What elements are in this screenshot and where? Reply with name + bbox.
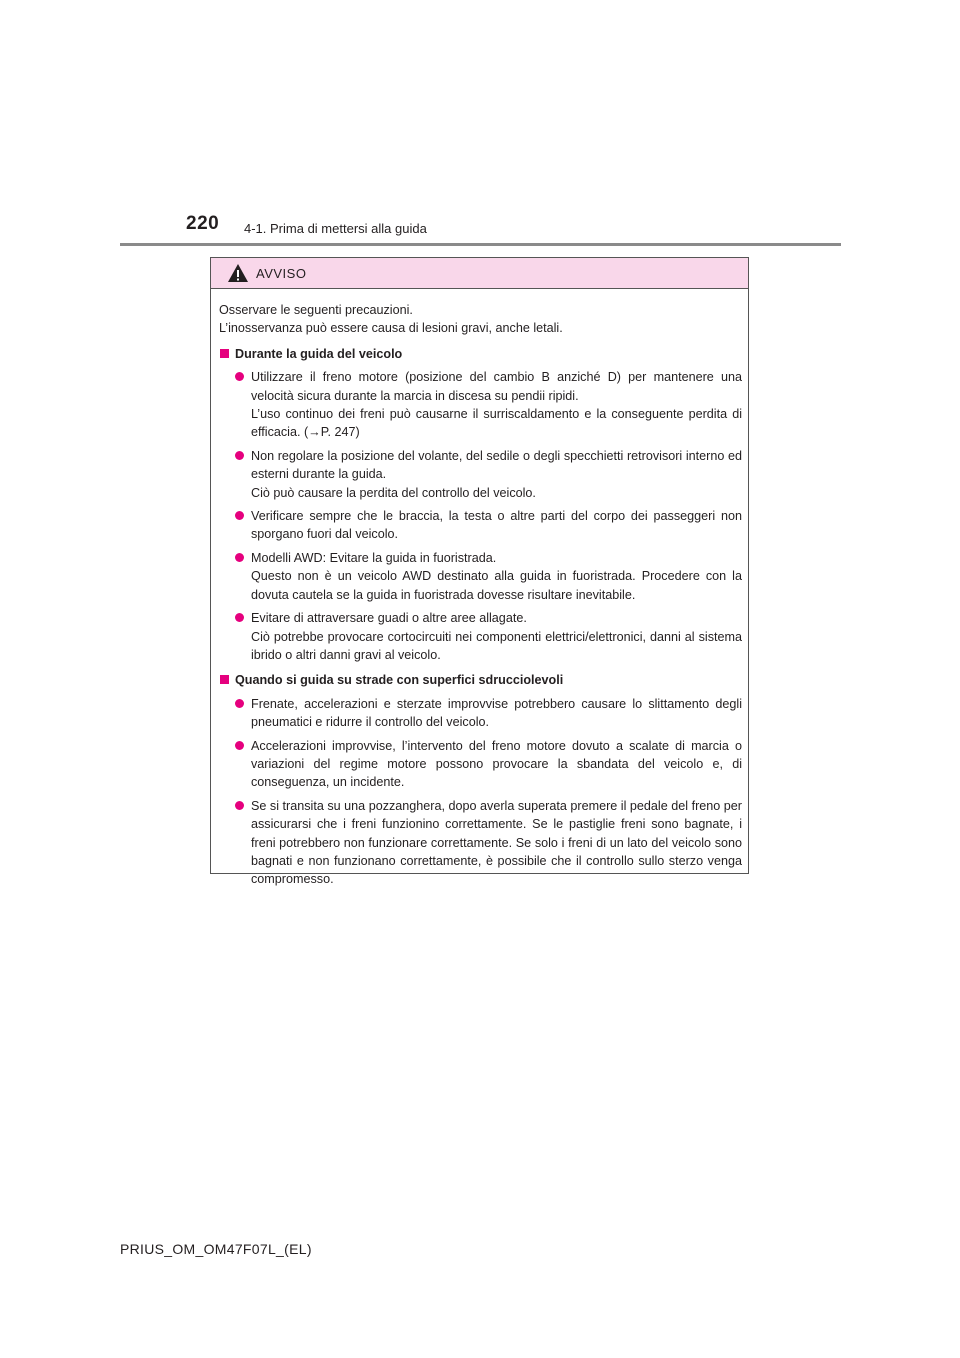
document-code: PRIUS_OM_OM47F07L_(EL)	[120, 1241, 312, 1257]
warning-section	[219, 671, 742, 888]
item-text: Non regolare la posizione del volante, del sedile o degli specchietti retrovisori interno ed esterni durante la guida.	[251, 448, 742, 482]
list-item	[219, 368, 742, 442]
warning-title: AVVISO	[256, 265, 307, 281]
warning-section	[219, 345, 742, 665]
item-text: Ciò potrebbe provocare cortocircuiti nei componenti elettrici/elettronici, danni al sistema ibrido o altri danni gravi al veicolo.	[251, 629, 742, 662]
item-text: Modelli AWD: Evitare la guida in fuoristrada.	[251, 550, 497, 565]
header-divider	[120, 243, 841, 246]
list-item	[219, 797, 742, 889]
item-text: Frenate, accelerazioni e sterzate improvvise potrebbero causare lo slittamento degli pneumatici e ridurre il controllo del veicolo.	[251, 696, 742, 730]
item-text: Verificare sempre che le braccia, la testa o altre parti del corpo dei passeggeri non sporgano fuori dal veicolo.	[251, 509, 742, 542]
item-text: Evitare di attraversare guadi o altre aree allagate.	[251, 611, 527, 626]
round-bullet-icon	[235, 451, 244, 460]
list-item	[219, 737, 742, 792]
item-text: Ciò può causare la perdita del controllo del veicolo.	[251, 485, 536, 500]
section-heading	[219, 345, 742, 363]
list-item	[219, 447, 742, 502]
round-bullet-icon	[235, 699, 244, 708]
square-bullet-icon	[220, 675, 229, 684]
item-text: Se si transita su una pozzanghera, dopo averla superata premere il pedale del freno per assicurarsi che i freni funzionino correttamente. Se le pastiglie freni sono bagnate, i freni potrebbero non funzionare correttamente. Se solo i freni di un lato del veicolo sono bagnati e non funzionano correttamente, è possibile che il controllo sullo sterzo venga compromesso.	[251, 798, 742, 887]
square-bullet-icon	[220, 349, 229, 358]
item-text: Accelerazioni improvvise, l’intervento del freno motore dovuto a scalate di marcia o variazioni del regime motore possono provocare la sbandata del veicolo e, di conseguenza, un incidente.	[251, 738, 742, 790]
warning-triangle-icon	[227, 263, 249, 283]
round-bullet-icon	[235, 372, 244, 381]
warning-box	[210, 257, 749, 887]
round-bullet-icon	[235, 613, 244, 622]
list-item	[219, 507, 742, 544]
section-title: 4-1. Prima di mettersi alla guida	[244, 221, 427, 236]
warning-body	[211, 289, 748, 889]
section-heading-text: Quando si guida su strade con superfici sdrucciolevoli	[235, 673, 564, 688]
item-text: L’uso continuo dei freni può causarne il surriscaldamento e la conseguente perdita di efficacia. (→P. 247)	[251, 407, 742, 440]
section-heading-text: Durante la guida del veicolo	[235, 346, 403, 361]
round-bullet-icon	[235, 801, 244, 810]
item-text: Utilizzare il freno motore (posizione del cambio B anziché D) per mantenere una velocità sicura durante la marcia in discesa su pendii ripidi.	[251, 370, 742, 403]
round-bullet-icon	[235, 511, 244, 520]
page-number: 220	[186, 213, 220, 234]
list-item	[219, 549, 742, 604]
warning-header	[211, 258, 748, 289]
section-heading	[219, 671, 742, 689]
round-bullet-icon	[235, 553, 244, 562]
round-bullet-icon	[235, 741, 244, 750]
list-item	[219, 695, 742, 732]
warning-intro-line: L’inosservanza può essere causa di lesioni gravi, anche letali.	[219, 321, 563, 336]
list-item	[219, 609, 742, 664]
page-header	[0, 0, 960, 250]
item-text: Questo non è un veicolo AWD destinato alla guida in fuoristrada. Procedere con la dovuta cautela se la guida in fuoristrada dovesse risultare inevitabile.	[251, 569, 742, 602]
warning-intro-line: Osservare le seguenti precauzioni.	[219, 303, 413, 317]
